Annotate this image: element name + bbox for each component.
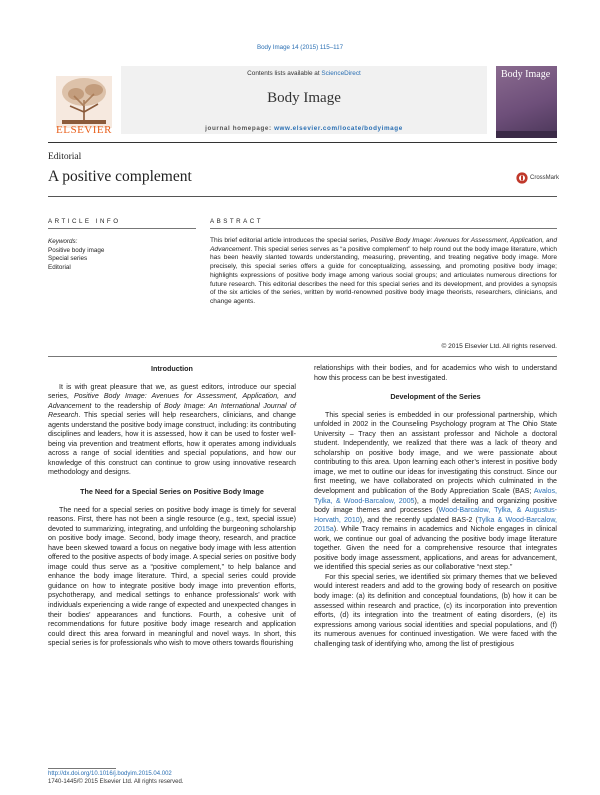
text-run: ), a model detailing and organizing positive body image themes and processes ( (314, 496, 557, 515)
text-run: . This special series will help researchers, clinicians, and change agents understand the positive body image construct, including: its contributing disciplines and leaders, how it is assessed, how it can be used to foster well-being via prevention and treatment efforts, how it operates among individuals across a range of social identities and special populations, and how our knowledge of this construct can continue to grow using innovative research methodology and designs. (48, 411, 296, 477)
left-column (48, 364, 296, 649)
series-title: Positive Body Image: Avenues for Assessment, Application, and Advancement (48, 392, 296, 410)
crossmark-icon[interactable] (516, 172, 528, 184)
article-title: A positive complement (48, 168, 192, 185)
sciencedirect-link[interactable]: ScienceDirect (321, 70, 361, 77)
section-heading-development: Development of the Series (390, 392, 481, 402)
abstract-text-part: . This special series serves as “a positive complement” to help round out the body image literature, which has been heavily slanted towards understanding, measuring, preventing, and treating negative body image. More precisely, this special series offers a guide for conceptualizing, assessing, and promoting positive body image; highlights expressions of positive body image among various social groups; and articulates numerous directions for future research. This editorial describes the need for this special series and its development, and provides a synopsis of the six articles of the series, written by world-renowned positive body image theorists, researchers, clinicians, and change agents. (210, 245, 557, 305)
crossmark-label[interactable]: CrossMark (530, 175, 560, 181)
abstract-body (210, 237, 557, 307)
cover-bottom-bar (496, 131, 557, 138)
text-run: ), and the recently updated BAS-2 ( (359, 515, 478, 524)
text-run: to the readership of (91, 401, 165, 410)
keywords-block (48, 238, 104, 272)
text-run: It is with great pleasure that we, as guest editors, introduce our special series, (48, 382, 296, 401)
themes-paragraph: For this special series, we identified six primary themes that we believed would interest readers and add to the growing body of research on positive body image: (a) its definition and conceptual foundations, (b) how it can be assessed within research and practice, (c) its incorporation into prevention efforts, (d) its integration into the treatment of eating disorders, (e) its expressions among various social identities and special populations, and (f) its numerous avenues for continued investigation. We were faced with the challenging task of identifying who, among the list of prestigious (314, 572, 557, 648)
abstract-heading: ABSTRACT (210, 218, 264, 225)
citation-link[interactable]: Wood-Barcalow, Tylka, & Augustus-Horvath, 2010 (314, 506, 557, 524)
keyword-item: Positive body image (48, 246, 105, 254)
issn-copyright: 1740-1445/© 2015 Elsevier Ltd. All rights reserved. (48, 779, 184, 785)
journal-reference[interactable]: Body Image 14 (2015) 115–117 (256, 44, 344, 51)
doi-link[interactable]: http://dx.doi.org/10.1016/j.bodyim.2015.04.002 (48, 771, 172, 777)
section-heading-need: The Need for a Special Series on Positive Body Image (80, 487, 264, 497)
text-run: ). While Tracy remains in academics and Nichole engages in clinical work, we continue our goal of advancing the positive body image literature together. Given the need for a comprehensive resource that integrates positive body image assessment, applications, and areas for advancement, we identified this special series as our collaborative “next step.” (314, 525, 557, 572)
article-info-heading: ARTICLE INFO (48, 218, 121, 225)
info-divider (48, 228, 196, 229)
abstract-series-title: Positive Body Image: Avenues for Assessment, Application, and Advancement (210, 237, 557, 253)
journal-title: Body Image (267, 90, 341, 106)
publisher-name: ELSEVIER (56, 124, 112, 136)
citation-link[interactable]: Avalos, Tylka, & Wood-Barcalow, 2005 (314, 487, 557, 505)
body-divider (48, 356, 557, 357)
keyword-item: Special series (48, 255, 88, 262)
text-run: This special series is embedded in our professional partnership, which unfolded in 2002 in the Counseling Psychology program at The Ohio State University – Tracy then an assistant professor and Nichole a doctoral student. Independently, we realized that there was a lack of theory and scholarship on positive body image, and we were passionate about contributing to this area. Upon learning each other’s interest in positive body image, we met to outline our ideas for investigating this construct. Since our first meeting, we have collaborated on projects which culminated in the development and publication of the Body Appreciation Scale (BAS; (314, 410, 557, 496)
intro-paragraph (48, 383, 296, 478)
section-heading-introduction: Introduction (151, 364, 193, 373)
article-type: Editorial (48, 152, 82, 162)
journal-homepage (121, 125, 487, 132)
journal-name: Body Image: An International Journal of Research (48, 401, 296, 420)
development-paragraph (314, 411, 557, 573)
contents-availability (121, 70, 487, 77)
right-column (314, 364, 557, 649)
abstract-copyright: © 2015 Elsevier Ltd. All rights reserved. (441, 343, 557, 350)
homepage-label: journal homepage: (205, 125, 275, 132)
footer-divider (48, 768, 116, 769)
contents-prefix: Contents lists available at (247, 70, 322, 77)
need-paragraph: The need for a special series on positive body image is timely for several reasons. First, there has not been a single resource (e.g., text, special issue) devoted to summarizing, integrating, and unfolding the burgeoning scholarship on positive body image. Second, body image theory, research, and practice have been skewed toward a focus on negative body image with less attention offered to the positive aspects of body image. A special series on positive body image could thus serve as a “positive complement,” to help balance and enhance the body image literature. Third, a special series could provide guidance on how to integrate positive body image into prevention efforts, psychotherapy, and medical settings to enhance professionals’ work with individuals experiencing a wide range of expected and unexpected changes in their bodies’ appearances and functions. Fourth, a cohesive unit of recommendations for future positive body image research and application could direct this area forward in meaningful and novel ways. In short, this special series is for professionals who wish to move others towards flourishing (48, 505, 296, 648)
keyword-item: Editorial (48, 263, 71, 271)
abstract-text-part: This brief editorial article introduces the special series, (210, 237, 371, 244)
citation-link[interactable]: Tylka & Wood-Barcalow, 2015a (314, 515, 558, 534)
cover-title: Body Image (501, 69, 551, 80)
continued-paragraph: relationships with their bodies, and for academics who wish to understand how this process can be best investigated. (314, 364, 557, 382)
header-divider (48, 142, 557, 143)
homepage-link[interactable]: www.elsevier.com/locate/bodyimage (274, 125, 403, 132)
keywords-label: Keywords: (48, 238, 78, 245)
abstract-divider (210, 228, 557, 229)
title-divider (48, 196, 557, 197)
